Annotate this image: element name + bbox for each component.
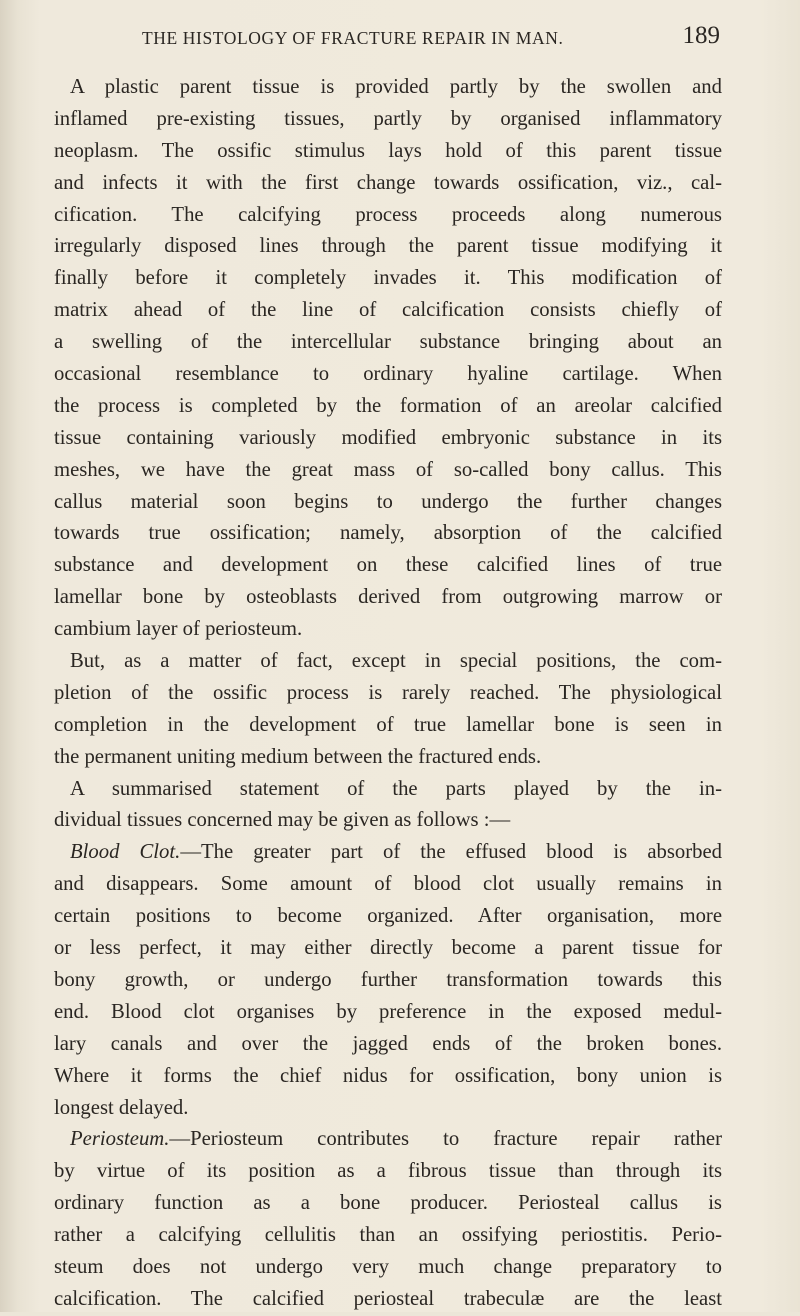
line-text: the permanent uniting medium between the fractured ends. <box>54 745 542 768</box>
line-text: lamellar bone by osteoblasts derived from outgrowing marrow or <box>54 586 722 609</box>
text-line <box>54 997 722 1029</box>
line-text: tissue containing variously modified embryonic substance in its <box>54 426 722 449</box>
text-line <box>54 1284 722 1316</box>
line-text: longest delayed. <box>54 1096 189 1119</box>
line-text: substance and development on these calcified lines of true <box>54 554 722 577</box>
line-text: certain positions to become organized. After organisation, more <box>54 905 722 928</box>
text-line <box>54 455 722 487</box>
line-text: and disappears. Some amount of blood clot usually remains in <box>54 873 722 896</box>
text-line <box>54 231 722 263</box>
line-text: calcification. The calcified periosteal trabeculæ are the least <box>54 1287 722 1310</box>
line-text: towards true ossification; namely, absorption of the calcified <box>54 522 722 545</box>
text-line <box>54 1252 722 1284</box>
text-line <box>54 518 722 550</box>
text-line <box>54 1124 722 1156</box>
text-line <box>54 1220 722 1252</box>
line-text: a swelling of the intercellular substance bringing about an <box>54 331 722 354</box>
text-line <box>54 104 722 136</box>
line-text: steum does not undergo very much change preparatory to <box>54 1255 722 1278</box>
text-line <box>54 837 722 869</box>
line-text: irregularly disposed lines through the parent tissue modifying it <box>54 235 722 258</box>
body-text <box>54 72 722 1316</box>
line-text: bony growth, or undergo further transformation towards this <box>54 968 722 991</box>
text-line <box>54 805 722 837</box>
text-line <box>54 295 722 327</box>
text-line <box>54 550 722 582</box>
page-header <box>60 22 720 52</box>
text-line <box>54 136 722 168</box>
text-line <box>54 391 722 423</box>
line-text: or less perfect, it may either directly become a parent tissue for <box>54 937 722 960</box>
text-line <box>54 359 722 391</box>
text-line <box>54 869 722 901</box>
text-line <box>54 742 722 774</box>
line-text: cification. The calcifying process proceeds along numerous <box>54 203 722 226</box>
line-text: meshes, we have the great mass of so-called bony callus. This <box>54 458 722 481</box>
text-line <box>54 774 722 806</box>
line-text: lary canals and over the jagged ends of the broken bones. <box>54 1032 722 1055</box>
line-text: cambium layer of periosteum. <box>54 618 303 641</box>
section-heading: Blood Clot. <box>70 841 181 864</box>
line-text: Where it forms the chief nidus for ossification, bony union is <box>54 1064 722 1087</box>
text-line <box>54 487 722 519</box>
line-text: the process is completed by the formation of an areolar calcified <box>54 394 722 417</box>
line-text: dividual tissues concerned may be given as follows :— <box>54 809 511 832</box>
line-text: by virtue of its position as a fibrous tissue than through its <box>54 1160 722 1183</box>
text-line <box>54 263 722 295</box>
text-line <box>54 1156 722 1188</box>
line-text: pletion of the ossific process is rarely reached. The physiological <box>54 681 722 704</box>
line-text: rather a calcifying cellulitis than an ossifying periostitis. Perio- <box>54 1224 722 1247</box>
text-line <box>54 582 722 614</box>
text-line <box>54 1188 722 1220</box>
line-text: completion in the development of true lamellar bone is seen in <box>54 713 722 736</box>
text-line <box>54 678 722 710</box>
line-text: ordinary function as a bone producer. Periosteal callus is <box>54 1192 722 1215</box>
text-line <box>54 1093 722 1125</box>
line-text: and infects it with the first change towards ossification, viz., cal- <box>54 171 722 194</box>
running-title: THE HISTOLOGY OF FRACTURE REPAIR IN MAN. <box>142 28 564 48</box>
line-text: —Periosteum contributes to fracture repair rather <box>169 1128 722 1151</box>
text-line <box>54 1061 722 1093</box>
text-line <box>54 423 722 455</box>
line-text: occasional resemblance to ordinary hyaline cartilage. When <box>54 363 722 386</box>
line-text: A plastic parent tissue is provided partly by the swollen and <box>70 76 722 98</box>
text-line <box>54 646 722 678</box>
line-text: callus material soon begins to undergo the further changes <box>54 490 722 513</box>
line-text: end. Blood clot organises by preference in the exposed medul- <box>54 1000 722 1023</box>
line-text: finally before it completely invades it. This modification of <box>54 267 722 290</box>
text-line <box>54 72 722 104</box>
text-line <box>54 200 722 232</box>
text-line <box>54 933 722 965</box>
text-line <box>54 710 722 742</box>
line-text: But, as a matter of fact, except in special positions, the com- <box>70 650 722 673</box>
line-text: inflamed pre-existing tissues, partly by organised inflammatory <box>54 107 722 130</box>
line-text: matrix ahead of the line of calcification consists chiefly of <box>54 299 722 322</box>
line-text: —The greater part of the effused blood is absorbed <box>180 841 722 864</box>
text-line <box>54 901 722 933</box>
text-line <box>54 168 722 200</box>
text-line <box>54 614 722 646</box>
line-text: neoplasm. The ossific stimulus lays hold of this parent tissue <box>54 139 722 162</box>
line-text: A summarised statement of the parts played by the in- <box>70 777 722 800</box>
text-line <box>54 327 722 359</box>
text-line <box>54 965 722 997</box>
page-number: 189 <box>682 22 720 49</box>
section-heading: Periosteum. <box>70 1128 170 1151</box>
text-line <box>54 1029 722 1061</box>
